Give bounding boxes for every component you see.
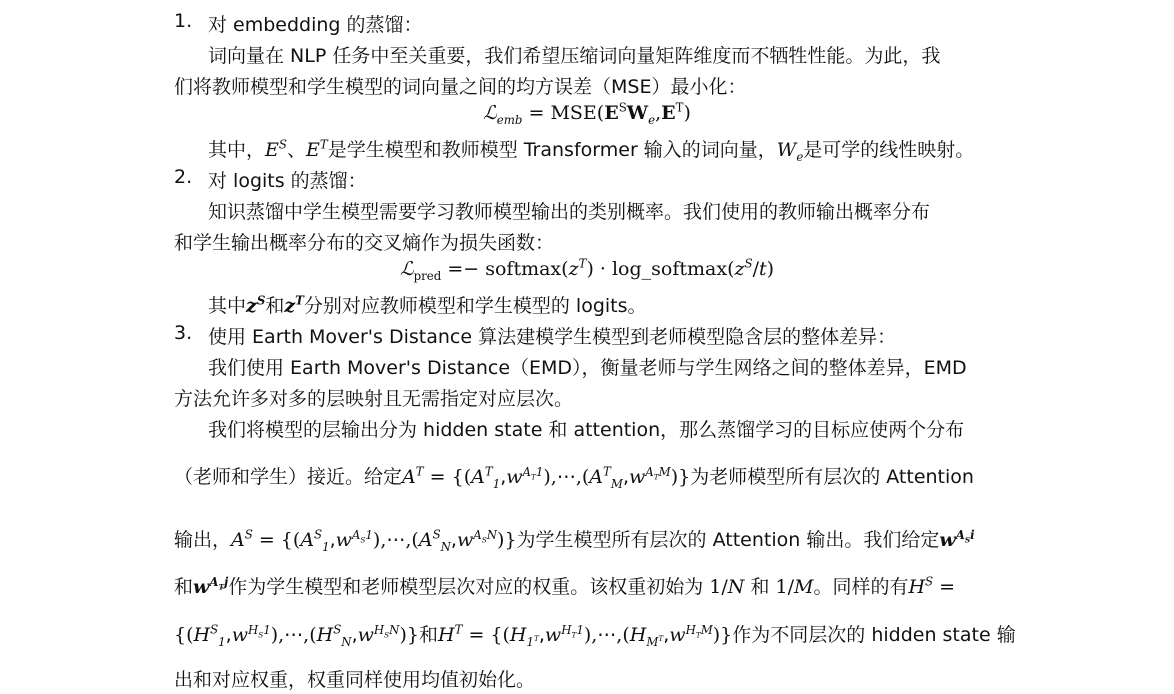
item-1-para-line-1: 词向量在 NLP 任务中至关重要，我们希望压缩词向量矩阵维度而不牺牲性能。为此，我: [208, 45, 941, 67]
item-2-para-line-1: 知识蒸馏中学生模型需要学习教师模型输出的类别概率。我们使用的教师输出概率分布: [208, 201, 931, 223]
item-3-para-line-7: $\{(H^S_1,w^{H_S1}),\cdots,(H^S_N,w^{H_SN})\}$和$H^T$ = $\{(H_{1^T},w^{H_T1}),\cdots,(H_{M^T},w^{H_TM})\}$作为不同层次的 hidden state 输: [174, 622, 1016, 649]
item-3-heading: 使用 Earth Mover's Distance 算法建模学生模型到老师模型隐含层的整体差异：: [208, 326, 897, 348]
item-3-number: 3.: [174, 322, 193, 344]
formula-emb: ℒ$_{emb}$ = $MSE(E^SW_e,E^T)$: [483, 100, 691, 127]
item-3-para-line-4: （老师和学生）接近。给定$A^T$ = $\{(A^T_1,w^{A_T1}),\cdots,(A^T_M,w^{A_TM})\}$为老师模型所有层次的 Attention: [174, 464, 974, 491]
item-3-para-line-6: 和$w^{A_Tj}$作为学生模型和老师模型层次对应的权重。该权重初始为 1/N 和 1/M。同样的有$H^S$ =: [174, 574, 956, 598]
item-3-para-line-5: 输出，$A^S$ = $\{(A^S_1,w^{A_S1}),\cdots,(A^S_N,w^{A_SN})\}$为学生模型所有层次的 Attention 输出。我们给定$w^{A_Si}$: [174, 527, 975, 554]
item-3-para-line-3: 我们将模型的层输出分为 hidden state 和 attention，那么蒸馏学习的目标应使两个分布: [208, 419, 965, 441]
item-1-number: 1.: [174, 10, 193, 32]
item-2-para-line-2: 和学生输出概率分布的交叉熵作为损失函数：: [174, 232, 555, 254]
item-1-after-formula: 其中，$E^S$、$E^T$是学生模型和教师模型 Transformer 输入的词向量，$W_e$是可学的线性映射。: [208, 137, 975, 164]
item-2-number: 2.: [174, 166, 193, 188]
formula-pred: ℒ$_{pred}$ =− $softmax(z^T)$ · $\log\_softmax(z^S/t)$: [399, 256, 775, 283]
item-1-para-line-2: 们将教师模型和学生模型的词向量之间的均方误差（MSE）最小化：: [174, 76, 747, 98]
item-2-after-formula: 其中$z^S$和$z^T$分别对应教师模型和学生模型的 logits。: [208, 293, 647, 317]
item-1-heading: 对 embedding 的蒸馏：: [208, 14, 423, 36]
item-3-para-line-8: 出和对应权重，权重同样使用均值初始化。: [174, 669, 536, 691]
item-3-para-line-2: 方法允许多对多的层映射且无需指定对应层次。: [174, 388, 574, 410]
item-3-para-line-1: 我们使用 Earth Mover's Distance（EMD），衡量老师与学生网络之间的整体差异，EMD: [208, 357, 967, 379]
item-2-heading: 对 logits 的蒸馏：: [208, 170, 367, 192]
